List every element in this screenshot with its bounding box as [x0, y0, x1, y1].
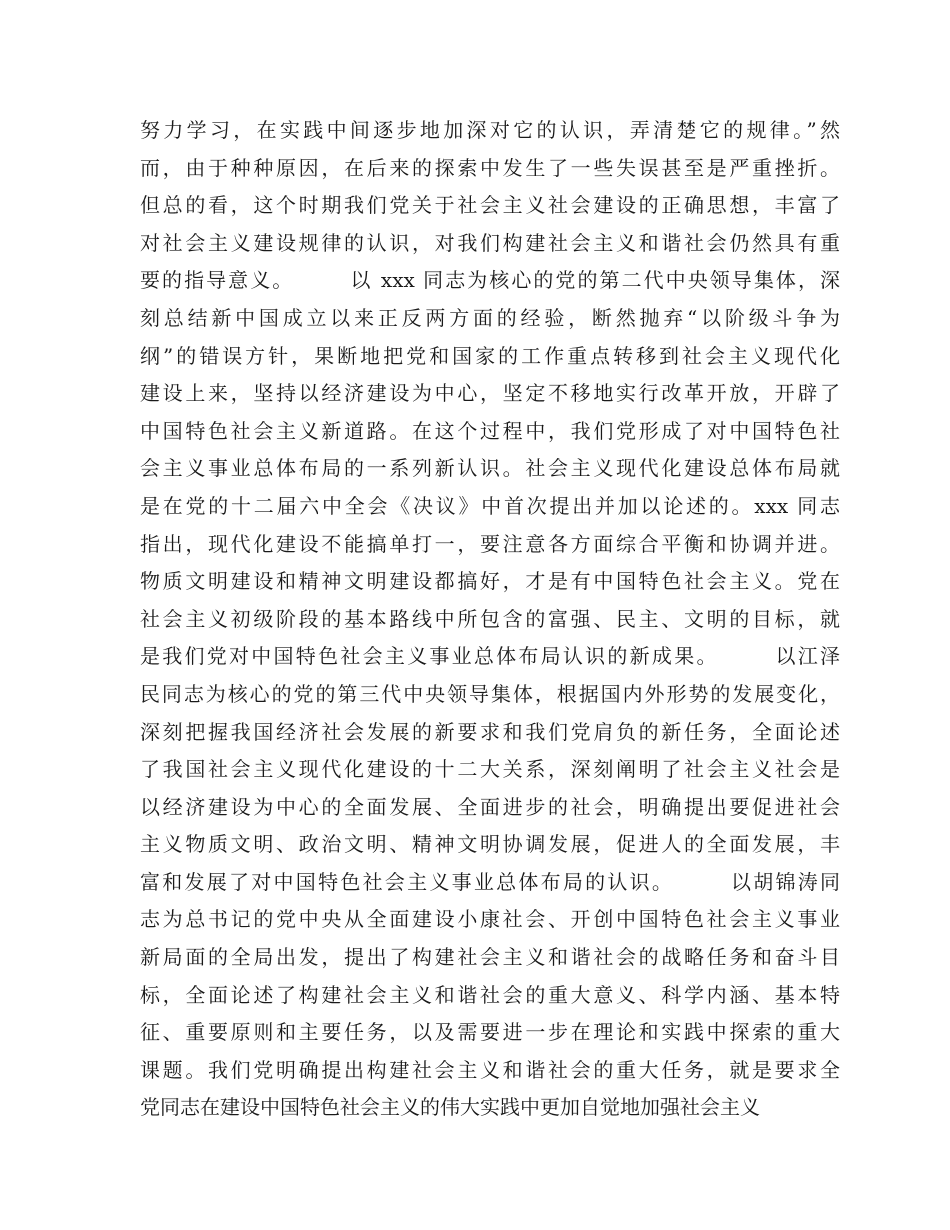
text-line: 主义物质文明、政治文明、精神文明协调发展，促进人的全面发展，丰 [140, 832, 840, 857]
text-line: 征、重要原则和主要任务，以及需要进一步在理论和实践中探索的重大 [140, 1020, 840, 1045]
text-line: 了我国社会主义现代化建设的十二大关系，深刻阐明了社会主义社会是 [140, 757, 840, 782]
text-line: 富和发展了对中国特色社会主义事业总体布局的认识。 以胡锦涛同 [140, 869, 840, 894]
text-line: 指出，现代化建设不能搞单打一，要注意各方面综合平衡和协调并进。 [140, 531, 840, 556]
text-line: 努力学习，在实践中间逐步地加深对它的认识，弄清楚它的规律。”然 [140, 118, 840, 142]
text-line: 但总的看，这个时期我们党关于社会主义社会建设的正确思想，丰富了 [140, 193, 840, 218]
text-line: 课题。我们党明确提出构建社会主义和谐社会的重大任务，就是要求全 [140, 1057, 840, 1082]
text-line: 新局面的全局出发，提出了构建社会主义和谐社会的战略任务和奋斗目 [140, 945, 840, 970]
text-line: 党同志在建设中国特色社会主义的伟大实践中更加自觉地加强社会主义 [140, 1095, 760, 1120]
text-line: 要的指导意义。 以 xxx 同志为核心的党的第二代中央领导集体，深 [140, 268, 840, 293]
text-line: 以经济建设为中心的全面发展、全面进步的社会，明确提出要促进社会 [140, 794, 840, 819]
text-line: 民同志为核心的党的第三代中央领导集体，根据国内外形势的发展变化， [140, 681, 840, 706]
text-line: 深刻把握我国经济社会发展的新要求和我们党肩负的新任务，全面论述 [140, 719, 840, 744]
text-line: 纲”的错误方针，果断地把党和国家的工作重点转移到社会主义现代化 [140, 343, 840, 368]
text-line: 会主义事业总体布局的一系列新认识。社会主义现代化建设总体布局就 [140, 456, 840, 481]
text-line: 社会主义初级阶段的基本路线中所包含的富强、民主、文明的目标，就 [140, 606, 840, 631]
text-line: 而，由于种种原因，在后来的探索中发生了一些失误甚至是严重挫折。 [140, 155, 840, 180]
text-line: 对社会主义建设规律的认识，对我们构建社会主义和谐社会仍然具有重 [140, 230, 840, 255]
text-line: 是我们党对中国特色社会主义事业总体布局认识的新成果。 以江泽 [140, 644, 840, 669]
text-line: 中国特色社会主义新道路。在这个过程中，我们党形成了对中国特色社 [140, 418, 840, 443]
text-line: 志为总书记的党中央从全面建设小康社会、开创中国特色社会主义事业 [140, 907, 840, 932]
text-line: 物质文明建设和精神文明建设都搞好，才是有中国特色社会主义。党在 [140, 569, 840, 594]
body-text [140, 112, 840, 1127]
text-line: 标，全面论述了构建社会主义和谐社会的重大意义、科学内涵、基本特 [140, 982, 840, 1007]
text-line: 刻总结新中国成立以来正反两方面的经验，断然抛弃“以阶级斗争为 [140, 305, 840, 330]
text-line: 建设上来，坚持以经济建设为中心，坚定不移地实行改革开放，开辟了 [140, 381, 840, 406]
text-line: 是在党的十二届六中全会《决议》中首次提出并加以论述的。xxx 同志 [140, 493, 840, 518]
